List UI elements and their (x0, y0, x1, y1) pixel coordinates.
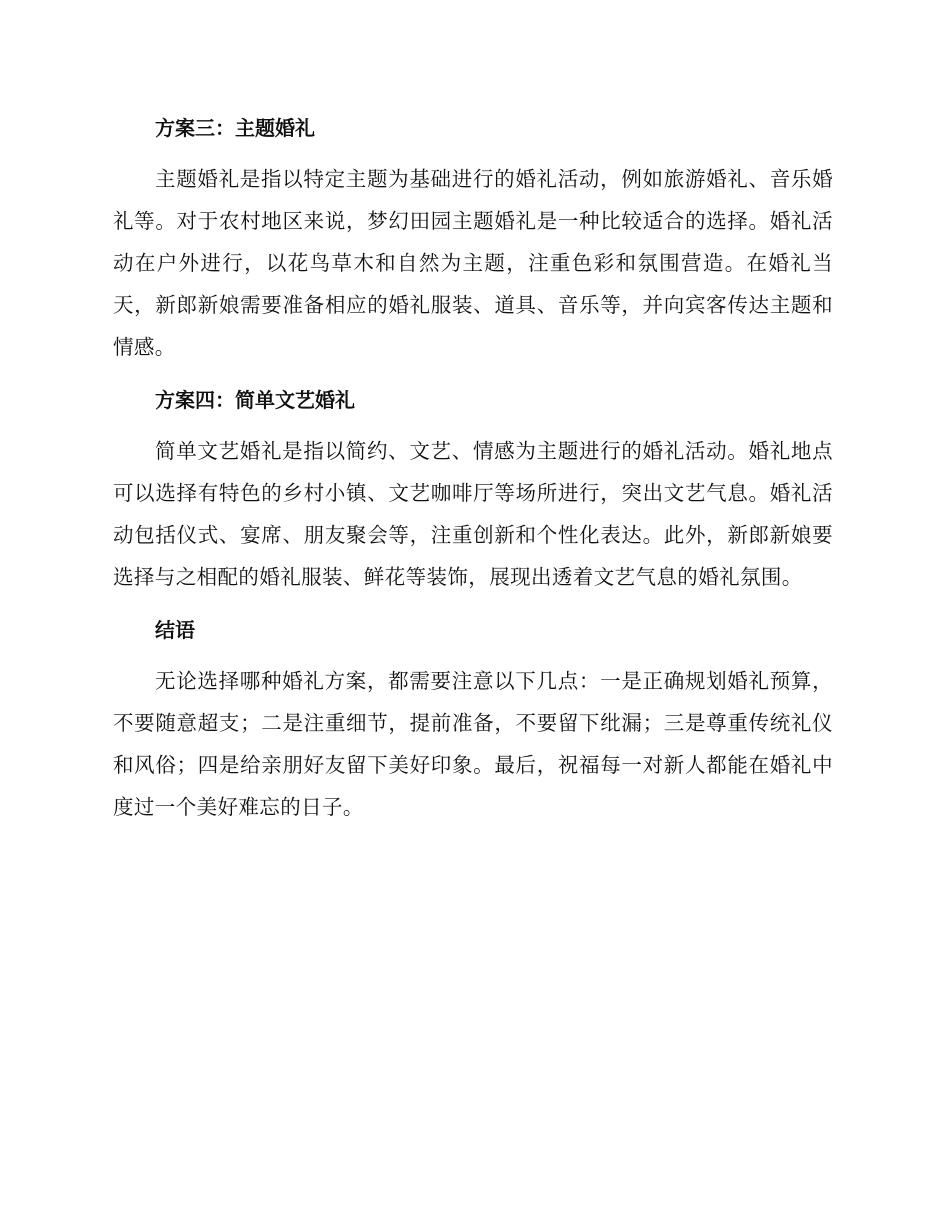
section-heading: 方案四：简单文艺婚礼 (155, 388, 355, 412)
section-literary-wedding (113, 380, 833, 598)
section-heading: 方案三：主题婚礼 (155, 116, 315, 140)
section-paragraph: 主题婚礼是指以特定主题为基础进行的婚礼活动，例如旅游婚礼、音乐婚礼等。对于农村地区来说，梦幻田园主题婚礼是一种比较适合的选择。婚礼活动在户外进行，以花鸟草木和自然为主题，注重色彩和氛围营造。在婚礼当天，新郎新娘需要准备相应的婚礼服装、道具、音乐等，并向宾客传达主题和情感。 (113, 167, 833, 359)
section-paragraph: 简单文艺婚礼是指以简约、文艺、情感为主题进行的婚礼活动。婚礼地点可以选择有特色的乡村小镇、文艺咖啡厅等场所进行，突出文艺气息。婚礼活动包括仪式、宴席、朋友聚会等，注重创新和个性化表达。此外，新郎新娘要选择与之相配的婚礼服装、鲜花等装饰，展现出透着文艺气息的婚礼氛围。 (113, 439, 833, 589)
section-paragraph: 无论选择哪种婚礼方案，都需要注意以下几点：一是正确规划婚礼预算，不要随意超支；二是注重细节，提前准备，不要留下纰漏；三是尊重传统礼仪和风俗；四是给亲朋好友留下美好印象。最后，祝福每一对新人都能在婚礼中度过一个美好难忘的日子。 (113, 669, 833, 819)
section-conclusion (113, 610, 833, 828)
section-theme-wedding (113, 108, 833, 368)
section-heading: 结语 (155, 618, 195, 642)
document-page (113, 108, 833, 840)
